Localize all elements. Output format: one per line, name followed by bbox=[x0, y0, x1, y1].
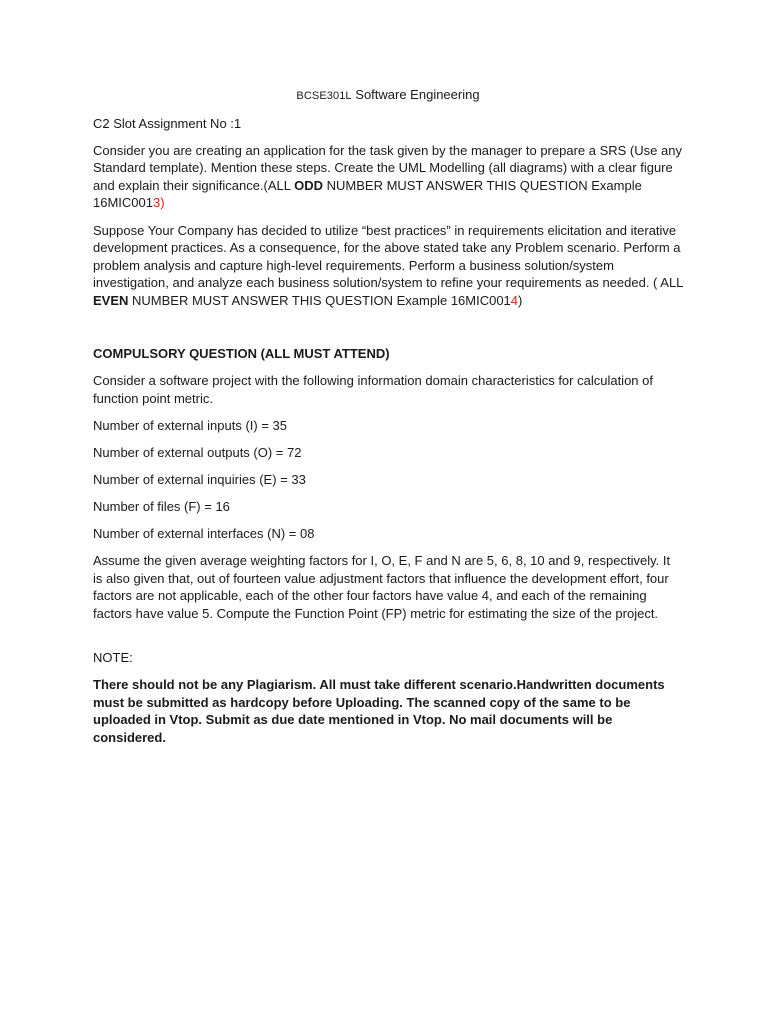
document-page bbox=[93, 86, 683, 756]
question-even-text: Suppose Your Company has decided to utilize “best practices” in requirements elicitation and iterative development practices. As a consequence, for the above stated take any Problem scenario. Perform a problem analysis and capture high-level requirements. Perform a business solution/system investigation, and analyze each business solution/system to refine your requirements as needed. ( ALL bbox=[93, 222, 683, 291]
question-even bbox=[93, 222, 683, 310]
course-name: Software Engineering bbox=[351, 87, 480, 102]
question-even-emphasis: EVEN bbox=[93, 292, 129, 308]
question-odd-example: 16MIC001 bbox=[93, 195, 153, 211]
metric-external-inputs: Number of external inputs (I) = 35 bbox=[93, 417, 288, 433]
note-label: NOTE: bbox=[93, 650, 133, 666]
question-odd-example-digit: 3 bbox=[152, 195, 161, 211]
question-odd-text: Consider you are creating an application for the task given by the manager to prepare a SRS (Use any Standard template). Mention these steps. Create the UML Modelling (all diagrams) with a clear figure and explain their significance.(ALL bbox=[93, 142, 682, 193]
course-code: BCSE301L bbox=[296, 90, 352, 102]
document-title bbox=[93, 86, 683, 106]
compulsory-heading: COMPULSORY QUESTION (ALL MUST ATTEND) bbox=[93, 346, 390, 362]
spacer bbox=[93, 319, 683, 345]
metric-files: Number of files (F) = 16 bbox=[93, 499, 230, 515]
question-even-example: 16MIC001 bbox=[450, 292, 511, 308]
question-odd-text-after: NUMBER MUST ANSWER THIS QUESTION Example bbox=[323, 177, 642, 193]
metric-external-outputs: Number of external outputs (O) = 72 bbox=[93, 444, 302, 460]
question-even-text-after: NUMBER MUST ANSWER THIS QUESTION Example bbox=[128, 292, 451, 308]
question-even-example-digit: 4 bbox=[510, 292, 519, 308]
metric-external-inquiries: Number of external inquiries (E) = 33 bbox=[93, 472, 306, 487]
compulsory-body: Assume the given average weighting factors for I, O, E, F and N are 5, 6, 8, 10 and 9, respectively. It is also given that, out of fourteen value adjustment factors that influence the development effort, four factors are not applicable, each of the other four factors have value 4, and each of the remaining factors have value 5. Compute the Function Point (FP) metric for estimating the size of the project. bbox=[93, 553, 671, 622]
metric-external-interfaces: Number of external interfaces (N) = 08 bbox=[93, 526, 315, 542]
note-text: There should not be any Plagiarism. All must take different scenario.Handwritten documents must be submitted as hardcopy before Uploading. The scanned copy of the same to be uploaded in Vtop. Submit as due date mentioned in Vtop. No mail documents will be considered. bbox=[93, 677, 665, 746]
question-odd-close: ) bbox=[160, 195, 165, 211]
assignment-line: C2 Slot Assignment No :1 bbox=[93, 115, 242, 131]
compulsory-intro: Consider a software project with the following information domain characteristics for calculation of function point metric. bbox=[93, 373, 653, 406]
spacer bbox=[93, 632, 683, 649]
question-odd bbox=[93, 142, 683, 212]
question-odd-emphasis: ODD bbox=[294, 177, 324, 193]
question-even-close: ) bbox=[518, 292, 523, 308]
